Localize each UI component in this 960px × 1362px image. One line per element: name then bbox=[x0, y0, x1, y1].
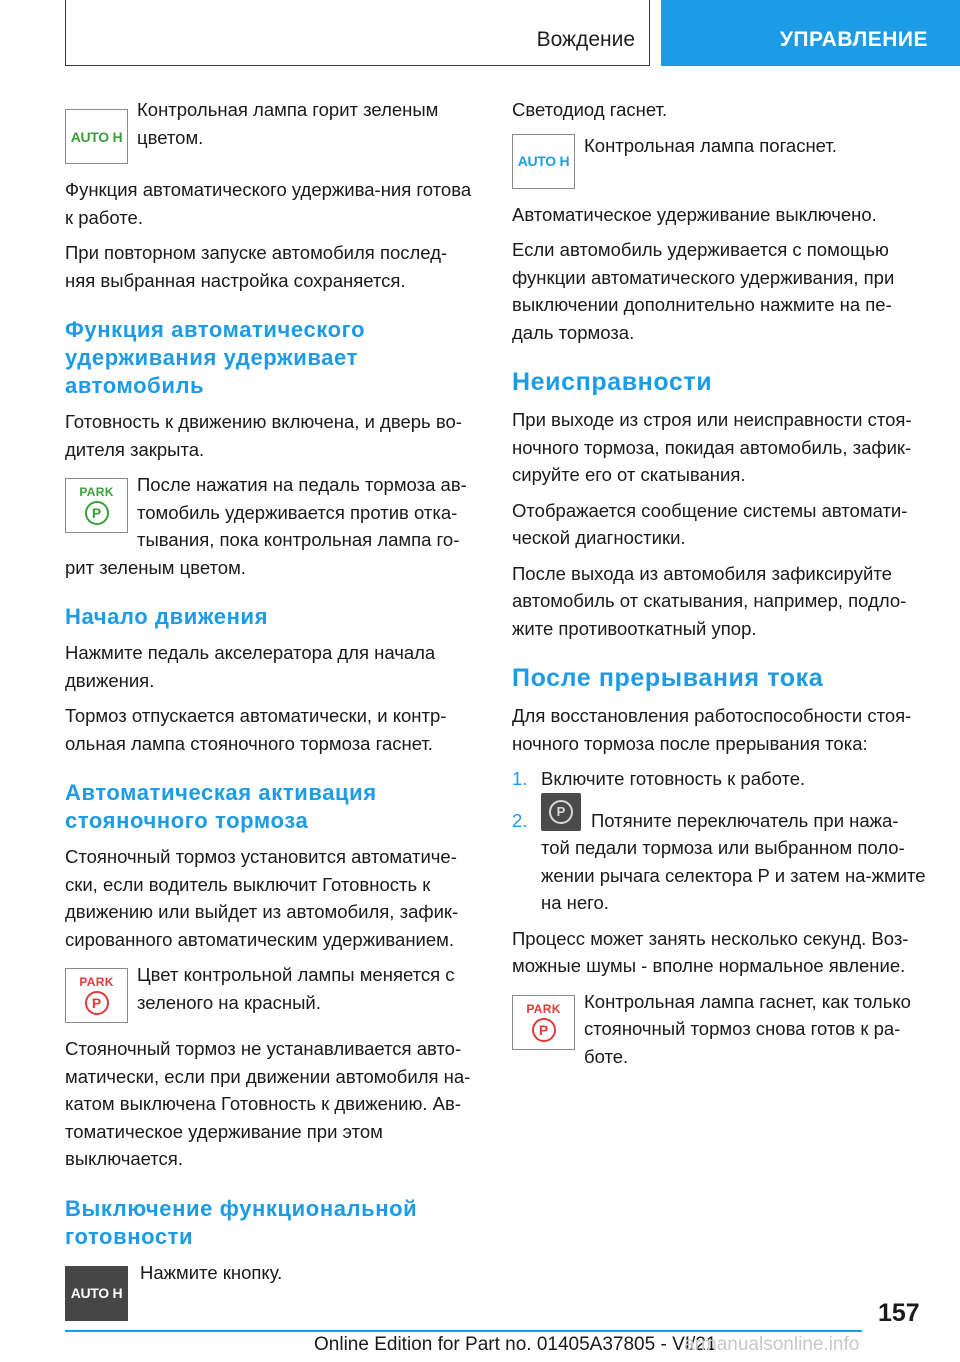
header-chapter-tab bbox=[661, 0, 960, 66]
paragraph: Светодиод гаснет. bbox=[512, 99, 668, 120]
section-heading-power: После прерывания тока bbox=[512, 664, 824, 692]
park-red-lamp-icon: PARK P bbox=[65, 968, 128, 1023]
lamp-off-para bbox=[512, 132, 926, 193]
lamp-green-para bbox=[65, 96, 477, 168]
steps-list bbox=[512, 765, 926, 917]
paragraph: Отображается сообщение системы автомати-ческой диагностики. bbox=[512, 499, 908, 548]
auto-h-button-icon: AUTO H bbox=[65, 1266, 128, 1321]
paragraph: Если автомобиль удерживается с помощью функции автоматического удерживания, при выключении дополнительно нажмите на пе-даль тормоза. bbox=[512, 239, 895, 343]
park-red-lamp-icon: PARK P bbox=[512, 995, 575, 1050]
park-red-para bbox=[65, 961, 477, 1027]
section-heading-faults: Неисправности bbox=[512, 368, 713, 396]
paragraph: При повторном запуске автомобиля послед-няя выбранная настройка сохраняется. bbox=[65, 242, 448, 291]
section-heading-auto-activation: Автоматическая активация стояночного тормоза bbox=[65, 780, 377, 833]
park-green-text: После нажатия на педаль тормоза ав-томобиль удерживается против отка-тывания, пока контрольная лампа го-рит зеленым цветом. bbox=[65, 474, 467, 578]
park-red-text: Цвет контрольной лампы меняется с зеленого на красный. bbox=[137, 964, 455, 1013]
right-column bbox=[512, 96, 926, 1078]
paragraph: Автоматическое удерживание выключено. bbox=[512, 203, 877, 225]
page-number: 157 bbox=[878, 1299, 920, 1327]
paragraph: Для восстановления работоспособности стоя-ночного тормоза после прерывания тока: bbox=[512, 705, 912, 754]
lamp-green-text: Контрольная лампа горит зеленым цветом. bbox=[137, 99, 439, 148]
park-green-lamp-icon: PARK P bbox=[65, 478, 128, 533]
section-heading-start: Начало движения bbox=[65, 604, 269, 629]
footer-divider bbox=[65, 1330, 862, 1332]
footer-edition: Online Edition for Part no. 01405A37805 - VI/21 bbox=[314, 1334, 717, 1355]
parking-brake-switch-icon: P bbox=[541, 793, 581, 831]
list-item: 1. Включите готовность к работе. bbox=[512, 768, 806, 789]
watermark: armanualsonline.info bbox=[684, 1334, 860, 1355]
paragraph: Стояночный тормоз не устанавливается авто-матически, если при движении автомобиля на-катом выключена Готовность к движению. Ав-томатическое удерживание при этом выключается. bbox=[65, 1038, 471, 1169]
auto-h-green-lamp-icon: AUTO H bbox=[65, 109, 128, 164]
paragraph: Функция автоматического удержива-ния готова к работе. bbox=[65, 179, 472, 228]
paragraph: При выходе из строя или неисправности стоя-ночного тормоза, покидая автомобиль, зафик-сируйте его от скатывания. bbox=[512, 409, 912, 485]
paragraph: Готовность к движению включена, и дверь во-дителя закрыта. bbox=[65, 411, 462, 460]
park-red-text: Контрольная лампа гаснет, как только стояночный тормоз снова готов к ра-боте. bbox=[584, 990, 911, 1067]
paragraph: Процесс может занять несколько секунд. Воз-можные шумы - вполне нормальное явление. bbox=[512, 927, 909, 976]
list-item: 2. P Потяните переключатель при нажа-той педали тормоза или выбранном поло-жении рычага селектора P и затем на-жмите на него. bbox=[512, 807, 926, 917]
header-section-title: Вождение bbox=[536, 28, 635, 51]
header-chapter-title: УПРАВЛЕНИЕ bbox=[779, 28, 928, 51]
section-heading-hold: Функция автоматического удерживания удерживает автомобиль bbox=[65, 317, 366, 398]
paragraph: Тормоз отпускается автоматически, и контр-ольная лампа стояночного тормоза гаснет. bbox=[65, 705, 447, 754]
paragraph: Стояночный тормоз установится автоматиче-ски, если водитель выключит Готовность к движению или выйдет из автомобиля, зафик-сированного автоматическим удерживанием. bbox=[65, 846, 459, 950]
park-green-para bbox=[65, 471, 477, 581]
section-heading-off: Выключение функциональной готовности bbox=[65, 1195, 418, 1249]
left-column bbox=[65, 96, 477, 1333]
paragraph: Нажмите педаль акселератора для начала движения. bbox=[65, 642, 436, 691]
paragraph: После выхода из автомобиля зафиксируйте автомобиль от скатывания, например, подло-жите противооткатный упор. bbox=[512, 562, 907, 639]
auto-h-blue-lamp-icon: AUTO H bbox=[512, 134, 575, 189]
park-red-para-right bbox=[512, 988, 926, 1071]
header-section-tab bbox=[65, 0, 650, 66]
lamp-off-text: Контрольная лампа погаснет. bbox=[584, 134, 837, 156]
press-button-para bbox=[65, 1259, 477, 1325]
press-button-text: Нажмите кнопку. bbox=[140, 1261, 283, 1283]
